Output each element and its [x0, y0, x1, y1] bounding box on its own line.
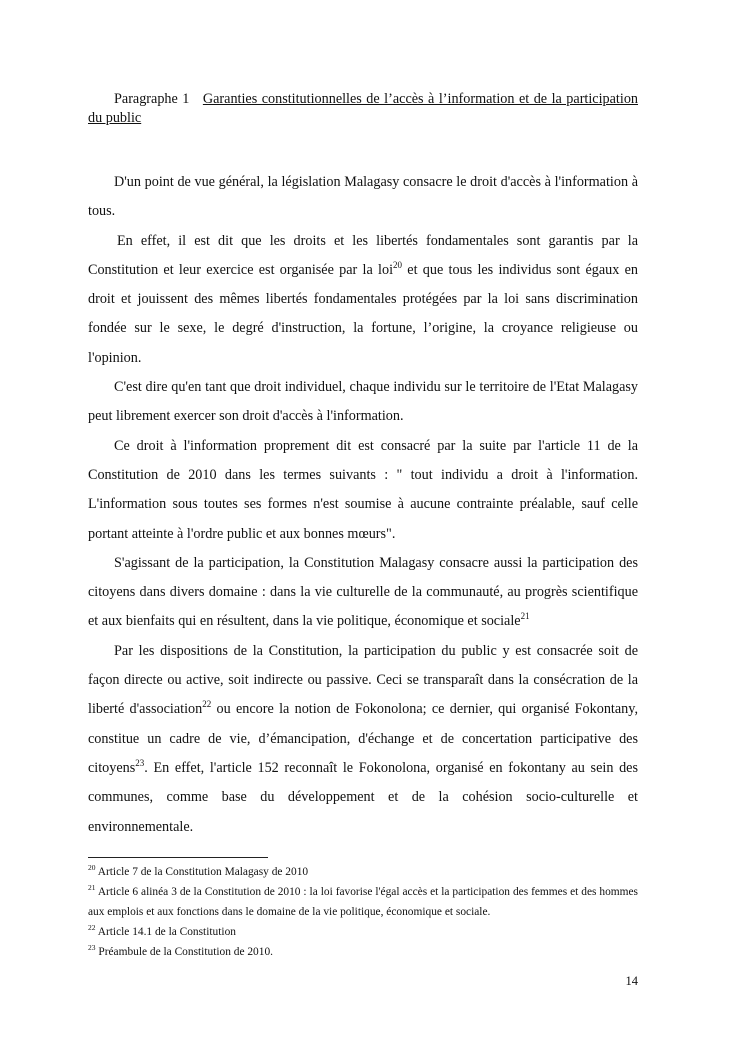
footnote [88, 882, 638, 922]
paragraph-text: Par les dispositions de la Constitution, la participation du public y est consacrée soit de façon directe ou active, soit indirecte ou passive. Ceci se transparaît dans la consécration de la liberté d'association [88, 642, 638, 718]
paragraph-text: ou encore la notion de Fokonolona; ce dernier, qui organisé Fokontany, constitue un cadre de vie, d’émancipation, d'échange et de concertation participative des citoyens [88, 701, 638, 776]
footnote-ref: 22 [202, 699, 212, 710]
paragraph-label: Paragraphe 1 [114, 91, 190, 107]
body-paragraph [88, 549, 638, 637]
footnote-number: 22 [88, 923, 96, 932]
section-title: Garanties constitutionnelles de l’accès à l’information et de la participation du public [88, 91, 639, 126]
footnotes [88, 862, 638, 962]
footnote-text: Préambule de la Constitution de 2010. [98, 946, 273, 958]
body-paragraph [88, 227, 638, 373]
footnote-ref: 23 [135, 757, 145, 768]
footnote [88, 922, 638, 942]
footnote-number: 20 [88, 863, 96, 872]
paragraph-text: et que tous les individus sont égaux en droit et jouissent des mêmes libertés fondamentales protégées par la loi sans discrimination fondée sur le sexe, le degré d'instruction, la fortune, l’origine, la croyance religieuse ou l'opinion. [88, 261, 638, 366]
body-paragraph [88, 432, 638, 549]
footnote-number: 21 [88, 883, 96, 892]
footnote-text: Article 7 de la Constitution Malagasy de 2010 [97, 866, 309, 878]
footnote-text: Article 6 alinéa 3 de la Constitution de 2010 : la loi favorise l'égal accès et la participation des femmes et des hommes aux emplois et aux fonctions dans le domaine de la vie politique, économique et sociale. [88, 886, 638, 918]
footnote-ref: 21 [520, 611, 530, 622]
page-number: 14 [625, 974, 638, 988]
footnote-number: 23 [88, 943, 96, 952]
paragraph-text: En effet, il est dit que les droits et les libertés fondamentales sont garantis par la Constitution et leur exercice est organisée par la loi [88, 232, 638, 278]
paragraph-text: C'est dire qu'en tant que droit individuel, chaque individu sur le territoire de l'Etat Malagasy peut librement exercer son droit d'accès à l'information. [88, 379, 638, 425]
body-text [88, 168, 638, 842]
footnote-text: Article 14.1 de la Constitution [97, 926, 236, 938]
paragraph-text: S'agissant de la participation, la Constitution Malagasy consacre aussi la participation des citoyens dans divers domaine : dans la vie culturelle de la communauté, au progrès scientifique et aux bienfaits qui en résultent, dans la vie politique, économique et sociale [88, 554, 638, 630]
footnote-separator [88, 857, 268, 858]
paragraph-text: . En effet, l'article 152 reconnaît le Fokonolona, organisé en fokontany au sein des communes, comme base du développement et de la cohésion socio-culturelle et environnementale. [88, 759, 638, 835]
paragraph-text: Ce droit à l'information proprement dit est consacré par la suite par l'article 11 de la Constitution de 2010 dans les termes suivants : " tout individu a droit à l'information. L'information sous toutes ses formes n'est soumise à aucune contrainte préalable, sauf celle portant atteinte à l'ordre public et aux bonnes mœurs". [88, 437, 638, 542]
body-paragraph [88, 637, 638, 842]
paragraph-text: D'un point de vue général, la législation Malagasy consacre le droit d'accès à l'information à tous. [88, 174, 638, 220]
footnote-ref: 20 [393, 259, 403, 270]
footnote [88, 942, 638, 962]
body-paragraph [88, 168, 638, 227]
document-page [88, 0, 638, 1053]
section-heading [88, 90, 638, 128]
body-paragraph [88, 373, 638, 432]
footnote [88, 862, 638, 882]
